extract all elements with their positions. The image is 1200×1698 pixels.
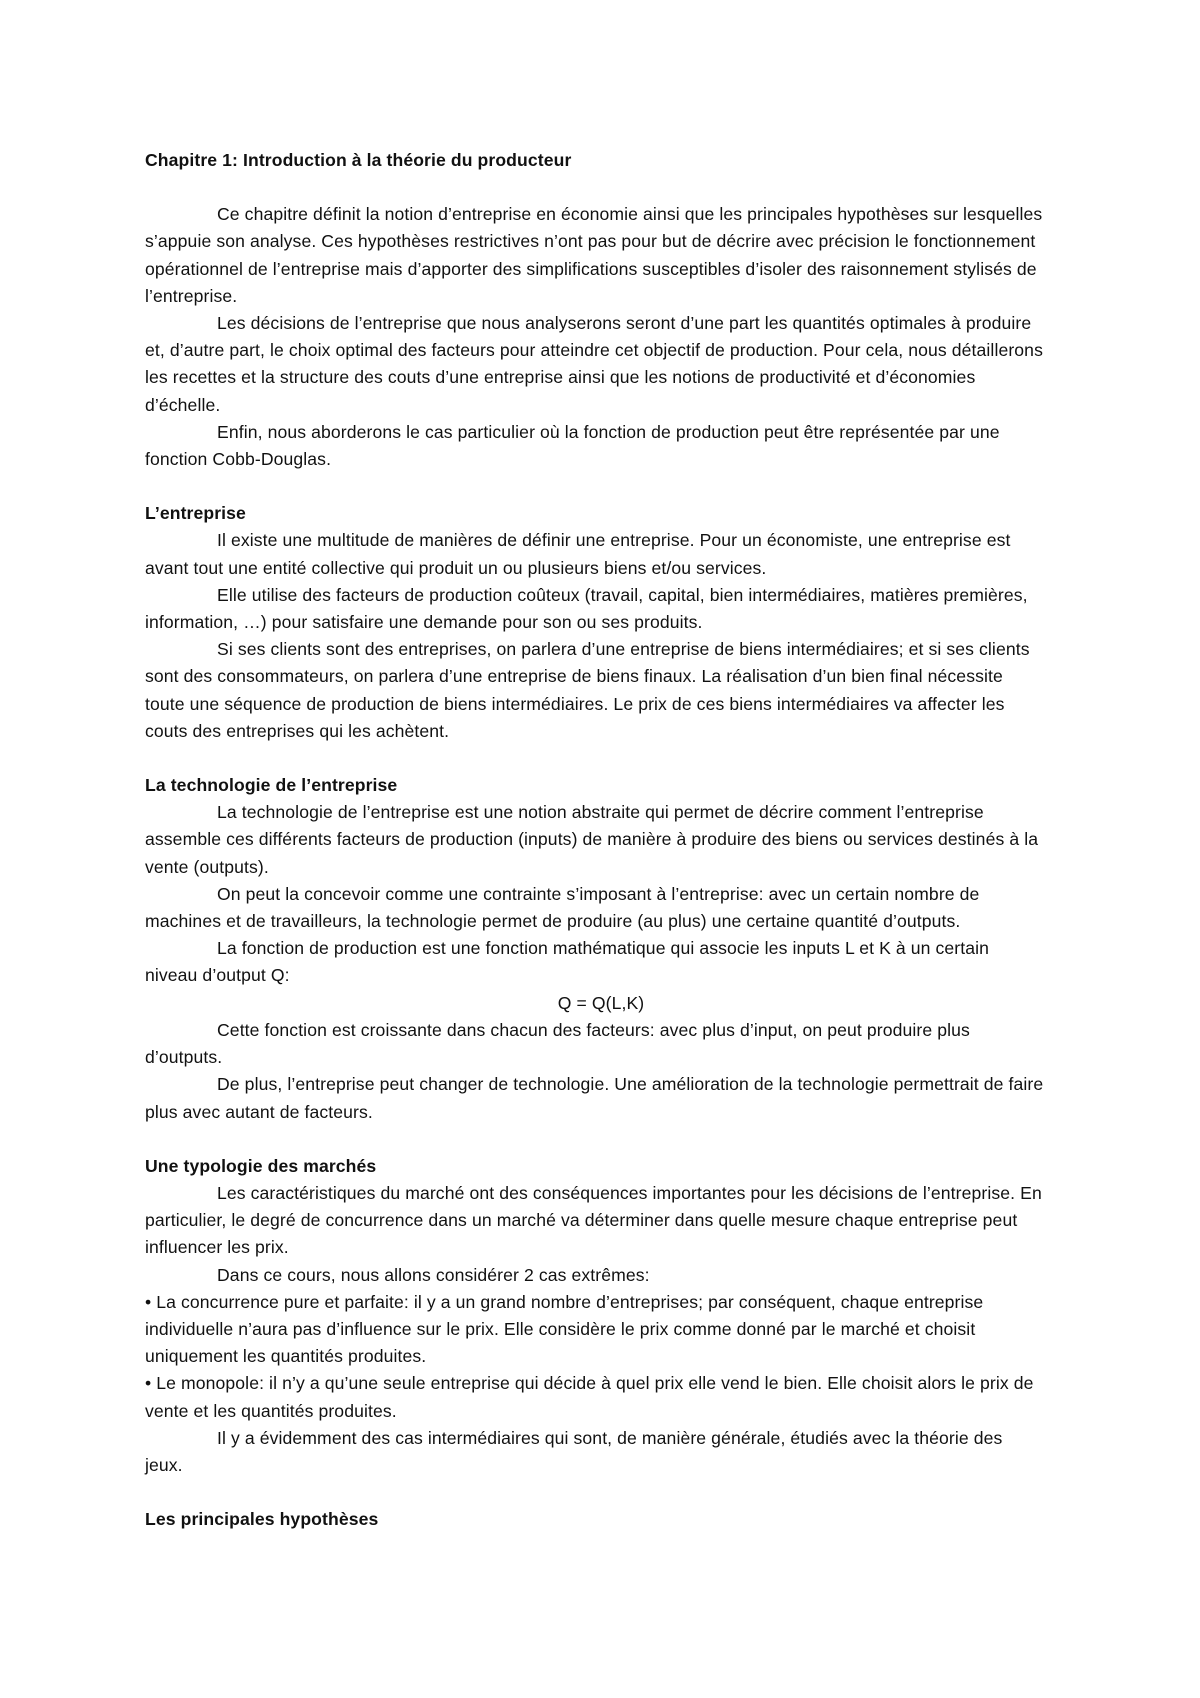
document-body — [145, 147, 1045, 1533]
section-heading: Les principales hypothèses — [145, 1509, 379, 1530]
section-marches — [145, 1153, 1045, 1479]
section-hypotheses — [145, 1506, 1045, 1533]
paragraph: Enfin, nous aborderons le cas particulier où la fonction de production peut être représentée par une fonction Cobb-Douglas. — [145, 421, 1000, 470]
section-technologie — [145, 772, 1045, 1126]
intro-section — [145, 201, 1045, 473]
paragraph: Dans ce cours, nous allons considérer 2 cas extrêmes: — [217, 1264, 650, 1285]
paragraph: La fonction de production est une fonction mathématique qui associe les inputs L et K à un certain niveau d’output Q: — [145, 938, 990, 986]
paragraph: Il y a évidemment des cas intermédiaires qui sont, de manière générale, étudiés avec la théorie des jeux. — [145, 1427, 1003, 1475]
production-function-formula: Q = Q(L,K) — [557, 992, 645, 1013]
section-entreprise — [145, 500, 1045, 745]
paragraph: Si ses clients sont des entreprises, on parlera d’une entreprise de biens intermédiaires; et si ses clients sont des consommateurs, on parlera d’une entreprise de biens finaux. La réalisation d’un bien final nécessite toute une séquence de production de biens intermédiaires. Le prix de ces biens intermédiaires va affecter les couts des entreprises qui les achètent. — [145, 639, 1030, 741]
paragraph: On peut la concevoir comme une contrainte s’imposant à l’entreprise: avec un certain nombre de machines et de travailleurs, la technologie permet de produire (au plus) une certaine quantité d’outputs. — [145, 883, 980, 932]
paragraph: Les décisions de l’entreprise que nous analyserons seront d’une part les quantités optimales à produire et, d’autre part, le choix optimal des facteurs pour atteindre cet objectif de production. Pour cela, nous détaillerons les recettes et la structure des couts d’une entreprise ainsi que les notions de productivité et d’économies d’échelle. — [145, 313, 1043, 415]
section-heading: Une typologie des marchés — [145, 1155, 377, 1176]
section-heading: La technologie de l’entreprise — [145, 775, 398, 796]
paragraph: La technologie de l’entreprise est une notion abstraite qui permet de décrire comment l’entreprise assemble ces différents facteurs de production (inputs) de manière à produire des biens ou services destinés à la vente (outputs). — [145, 802, 1039, 877]
bullet-item: • La concurrence pure et parfaite: il y a un grand nombre d’entreprises; par conséquent, chaque entreprise individuelle n’aura pas d’influence sur le prix. Elle considère le prix comme donné par le marché et choisit uniquement les quantités produites. — [145, 1289, 1045, 1371]
paragraph: Il existe une multitude de manières de définir une entreprise. Pour un économiste, une entreprise est avant tout une entité collective qui produit un ou plusieurs biens et/ou services. — [145, 530, 1011, 578]
paragraph: Les caractéristiques du marché ont des conséquences importantes pour les décisions de l’entreprise. En particulier, le degré de concurrence dans un marché va déterminer dans quelle mesure chaque entreprise peut influencer les prix. — [145, 1182, 1042, 1258]
paragraph: Cette fonction est croissante dans chacun des facteurs: avec plus d’input, on peut produire plus d’outputs. — [145, 1019, 970, 1068]
chapter-title: Chapitre 1: Introduction à la théorie du producteur — [145, 150, 572, 170]
paragraph: De plus, l’entreprise peut changer de technologie. Une amélioration de la technologie permettrait de faire plus avec autant de facteurs. — [145, 1074, 1044, 1122]
paragraph: Ce chapitre définit la notion d’entreprise en économie ainsi que les principales hypothèses sur lesquelles s’appuie son analyse. Ces hypothèses restrictives n’ont pas pour but de décrire avec précision le fonctionnement opérationnel de l’entreprise mais d’apporter des simplifications susceptibles d’isoler des raisonnement stylisés de l’entreprise. — [145, 204, 1043, 306]
bullet-item: • Le monopole: il n’y a qu’une seule entreprise qui décide à quel prix elle vend le bien. Elle choisit alors le prix de vente et les quantités produites. — [145, 1370, 1045, 1424]
section-heading: L’entreprise — [145, 503, 246, 524]
paragraph: Elle utilise des facteurs de production coûteux (travail, capital, bien intermédiaires, matières premières, information, …) pour satisfaire une demande pour son ou ses produits. — [145, 584, 1028, 633]
